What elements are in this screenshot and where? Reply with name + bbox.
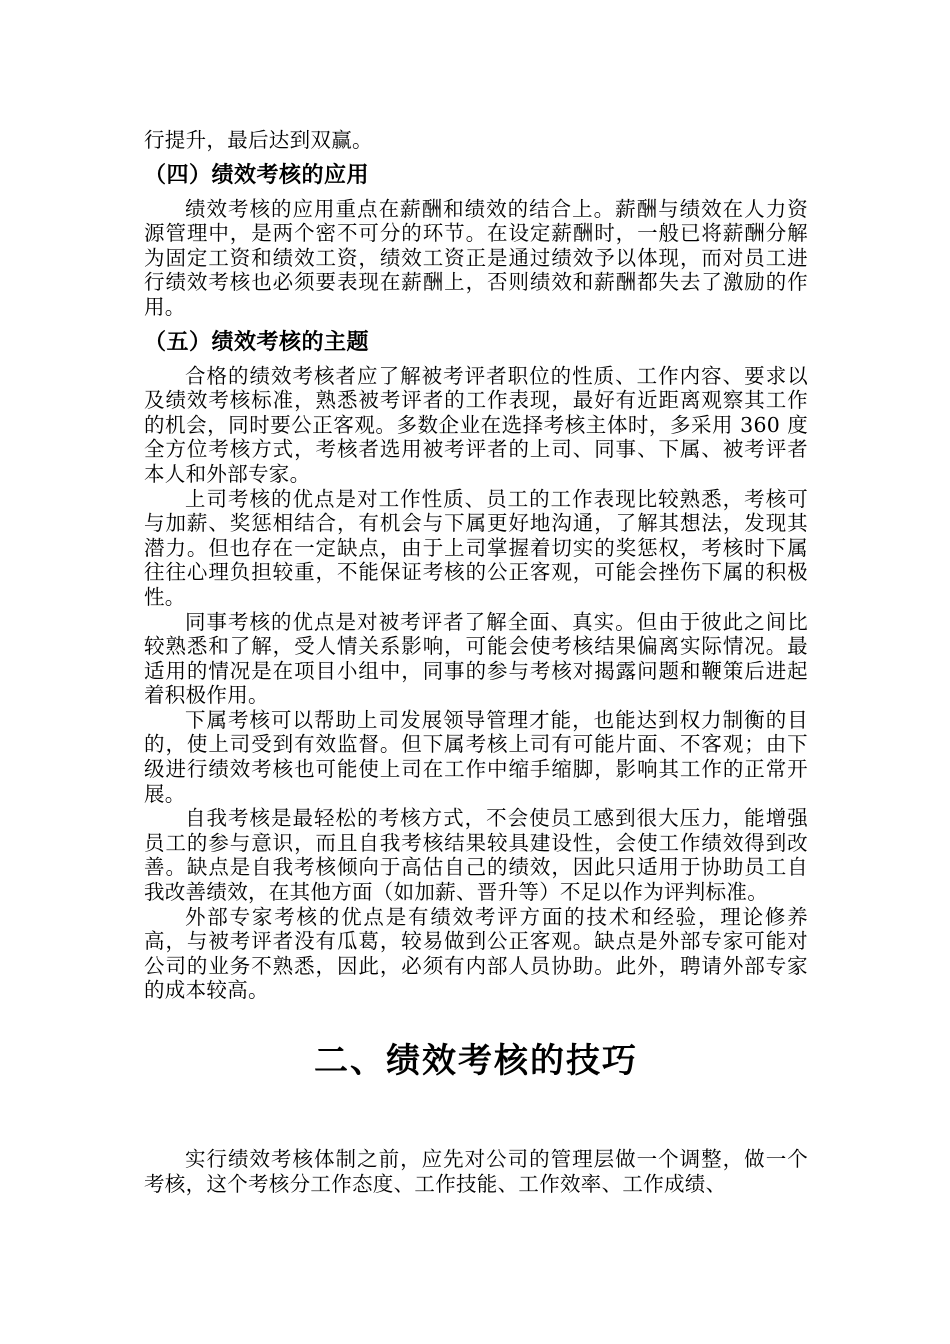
section-4-paragraph: 绩效考核的应用重点在薪酬和绩效的结合上。薪酬与绩效在人力资源管理中，是两个密不可分的环节。在设定薪酬时，一般已将薪酬分解为固定工资和绩效工资，绩效工资正是通过绩效予以体现，而对员工进行绩效考核也必须要表现在薪酬上，否则绩效和薪酬都失去了激励的作用。 (144, 196, 808, 319)
section-5-paragraph-evaluators: 合格的绩效考核者应了解被考评者职位的性质、工作内容、要求以及绩效考核标准，熟悉被考评者的工作表现，最好有近距离观察其工作的机会，同时要公正客观。多数企业在选择考核主体时，多采用 360 度全方位考核方式，考核者选用被考评者的上司、同事、下属、被考评者本人和外部专家。 (144, 363, 808, 486)
section-5-paragraph-self: 自我考核是最轻松的考核方式，不会使员工感到很大压力，能增强员工的参与意识，而且自我考核结果较具建设性，会使工作绩效得到改善。缺点是自我考核倾向于高估自己的绩效，因此只适用于协助员工自我改善绩效，在其他方面（如加薪、晋升等）不足以作为评判标准。 (144, 806, 808, 905)
chapter-2-title: 二、绩效考核的技巧 (314, 1041, 638, 1081)
section-5-heading: （五）绩效考核的主题 (144, 329, 370, 355)
section-5-paragraph-subordinate: 下属考核可以帮助上司发展领导管理才能，也能达到权力制衡的目的，使上司受到有效监督。但下属考核上司有可能片面、不客观；由下级进行绩效考核也可能使上司在工作中缩手缩脚，影响其工作的正常开展。 (144, 707, 808, 806)
section-5-paragraph-peer: 同事考核的优点是对被考评者了解全面、真实。但由于彼此之间比较熟悉和了解，受人情关系影响，可能会使考核结果偏离实际情况。最适用的情况是在项目小组中，同事的参与考核对揭露问题和鞭策后进起着积极作用。 (144, 609, 808, 708)
document-body (144, 128, 808, 1196)
section-5-paragraph-superior: 上司考核的优点是对工作性质、员工的工作表现比较熟悉，考核可与加薪、奖惩相结合，有机会与下属更好地沟通，了解其想法，发现其潜力。但也存在一定缺点，由于上司掌握着切实的奖惩权，考核时下属往往心理负担较重，不能保证考核的公正客观，可能会挫伤下属的积极性。 (144, 486, 808, 609)
continuation-paragraph: 行提升，最后达到双赢。 (144, 128, 373, 152)
section-5-paragraph-external: 外部专家考核的优点是有绩效考评方面的技术和经验，理论修养高，与被考评者没有瓜葛，较易做到公正客观。缺点是外部专家可能对公司的业务不熟悉，因此，必须有内部人员协助。此外，聘请外部专家的成本较高。 (144, 904, 808, 1003)
section-4-heading: （四）绩效考核的应用 (144, 162, 370, 188)
chapter-2-paragraph: 实行绩效考核体制之前，应先对公司的管理层做一个调整，做一个考核，这个考核分工作态度、工作技能、工作效率、工作成绩、 (144, 1147, 808, 1196)
